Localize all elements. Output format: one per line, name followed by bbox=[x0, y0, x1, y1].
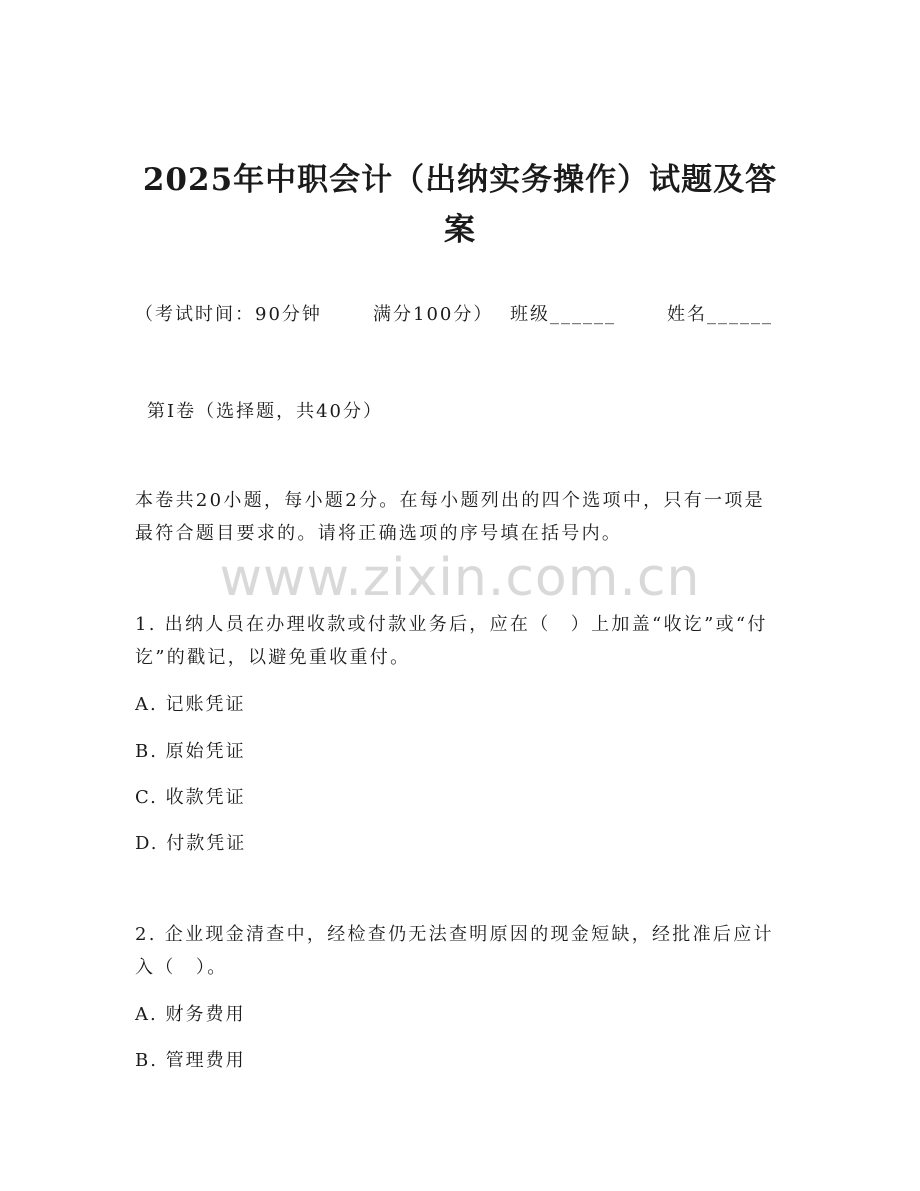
title-line-1: 2025年中职会计（出纳实务操作）试题及答 bbox=[142, 162, 778, 198]
exam-time: （考试时间：90分钟 bbox=[135, 304, 322, 325]
watermark-text: www.zixin.com.cn bbox=[219, 548, 701, 608]
instructions-paragraph: 本卷共20小题，每小题2分。在每小题列出的四个选项中，只有一项是最符合题目要求的。请将正确选项的序号填在括号内。 bbox=[135, 490, 765, 544]
question-2-option-b: B. 管理费用 bbox=[135, 1050, 246, 1071]
question-1-option-b: B. 原始凭证 bbox=[135, 741, 246, 762]
section-heading: 第I卷（选择题，共40分） bbox=[147, 401, 384, 422]
exam-full-score: 满分100分） bbox=[373, 304, 494, 325]
question-2-option-a: A. 财务费用 bbox=[135, 1004, 246, 1025]
question-1-text: 1. 出纳人员在办理收款或付款业务后，应在（ ）上加盖“收讫”或“付讫”的戳记，以避免重收重付。 bbox=[135, 614, 768, 668]
document-title bbox=[100, 155, 820, 255]
question-1-option-c: C. 收款凭证 bbox=[135, 787, 246, 808]
question-1-option-d: D. 付款凭证 bbox=[135, 833, 247, 854]
question-2-text: 2. 企业现金清查中，经检查仍无法查明原因的现金短缺，经批准后应计入（ ）。 bbox=[135, 924, 774, 978]
class-field-label: 班级______ bbox=[510, 304, 616, 325]
question-1-option-a: A. 记账凭证 bbox=[135, 694, 246, 715]
title-line-2: 案 bbox=[444, 212, 476, 248]
name-field-label: 姓名______ bbox=[667, 304, 773, 325]
